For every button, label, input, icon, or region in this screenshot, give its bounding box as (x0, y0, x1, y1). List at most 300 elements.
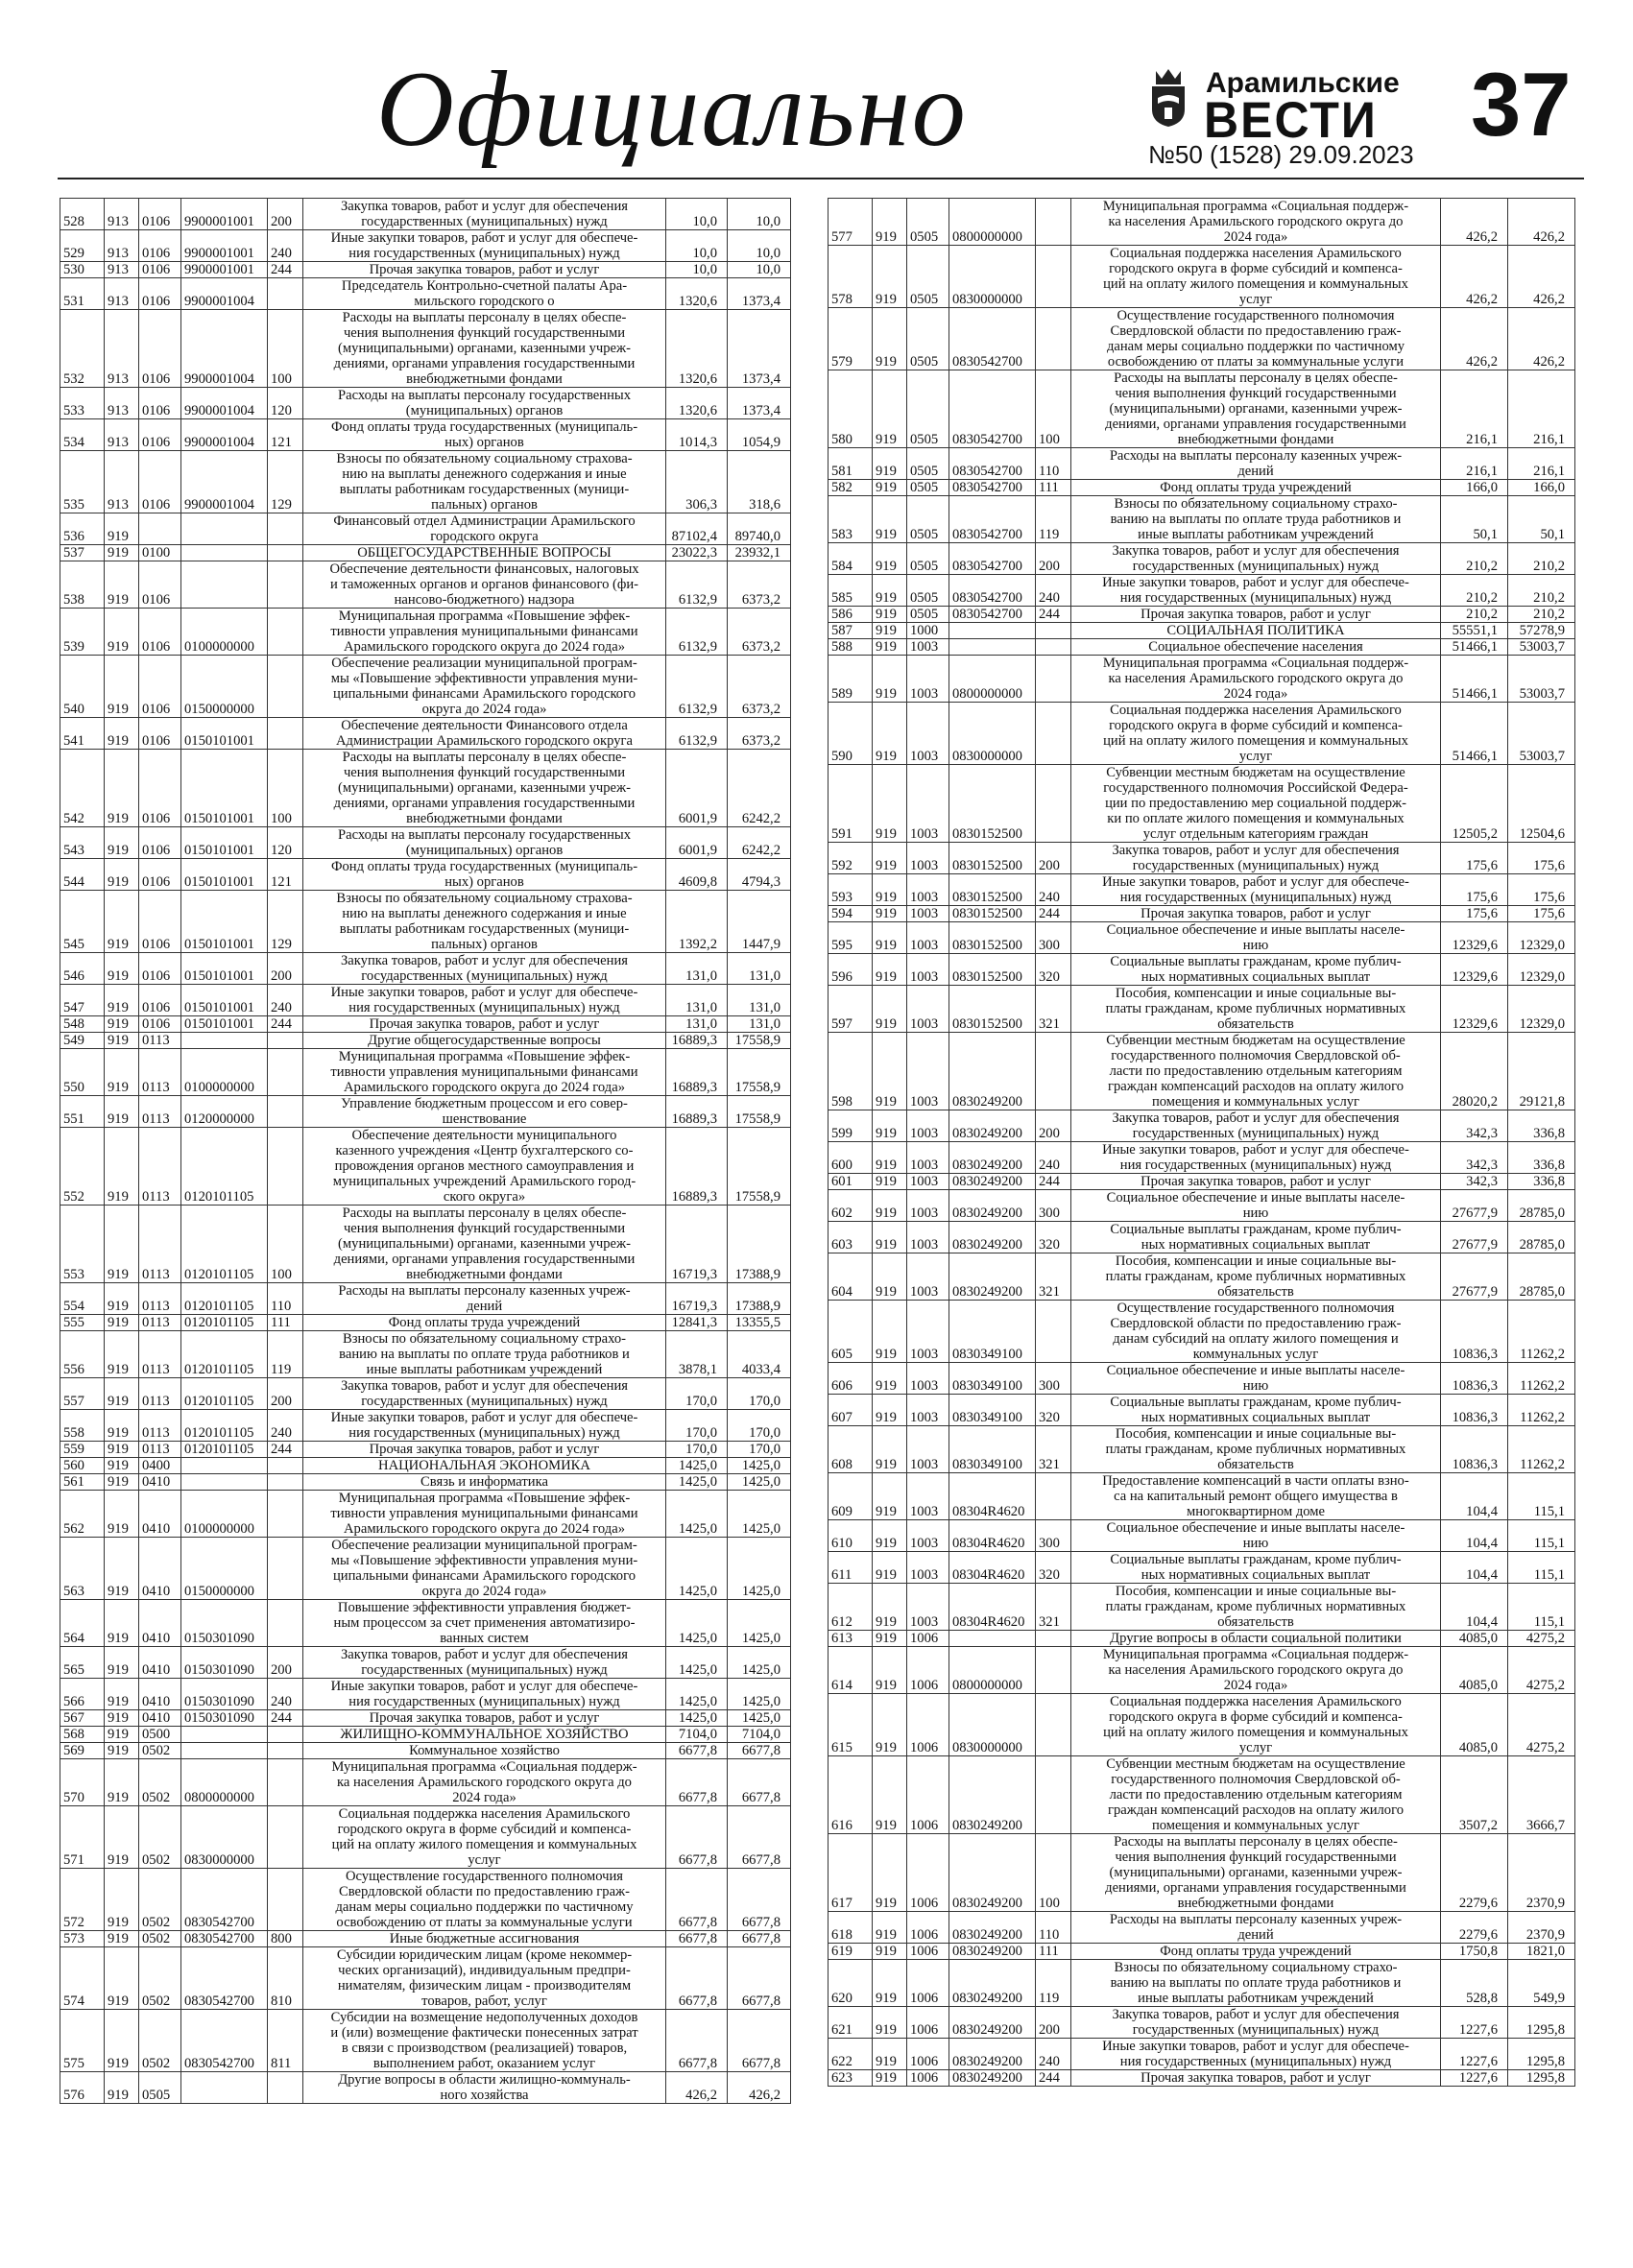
row-number: 614 (829, 1647, 873, 1694)
ministry-code: 919 (873, 874, 907, 906)
ministry-code: 919 (873, 199, 907, 246)
table-row (829, 986, 1575, 1033)
amount-2024: 6677,8 (666, 1759, 728, 1806)
amount-2025: 6677,8 (728, 1806, 791, 1869)
target-article-code: 0150000000 (181, 1538, 268, 1600)
amount-2024: 10836,3 (1441, 1395, 1508, 1426)
amount-2024: 28020,2 (1441, 1033, 1508, 1110)
target-article-code (181, 513, 268, 545)
table-row (60, 1458, 791, 1474)
table-row (60, 388, 791, 419)
ministry-code: 919 (105, 561, 139, 609)
item-description: Закупка товаров, работ и услуг для обеспечения государственных (муниципальных) нужд (1071, 543, 1441, 575)
item-description: Обеспечение деятельности муниципального казенного учреждения «Центр бухгалтерского со- провождения органов местного самоуправления и муниципальных учреждений Арамильского город- ского округа» (303, 1128, 666, 1206)
row-number: 546 (60, 953, 105, 985)
ministry-code: 919 (873, 370, 907, 448)
target-article-code: 0830000000 (949, 1694, 1036, 1756)
amount-2024: 210,2 (1441, 575, 1508, 607)
target-article-code: 0150101001 (181, 750, 268, 827)
amount-2024: 131,0 (666, 953, 728, 985)
ministry-code: 919 (105, 1283, 139, 1315)
amount-2024: 6132,9 (666, 561, 728, 609)
section-code: 0502 (139, 1947, 181, 2010)
row-number: 622 (829, 2039, 873, 2070)
section-code: 1006 (907, 1694, 949, 1756)
section-code: 0106 (139, 451, 181, 513)
target-article-code: 0120101105 (181, 1206, 268, 1283)
item-description: Социальная поддержка населения Арамильского городского округа в форме субсидий и компенса- ций на оплату жилого помещения и коммунальных услуг (303, 1806, 666, 1869)
target-article-code: 0830542700 (949, 480, 1036, 496)
amount-2025: 336,8 (1508, 1110, 1575, 1142)
section-code: 1003 (907, 1426, 949, 1473)
item-description: Фонд оплаты труда учреждений (303, 1315, 666, 1331)
row-number: 604 (829, 1253, 873, 1301)
ministry-code: 919 (873, 906, 907, 922)
row-number: 532 (60, 310, 105, 388)
target-article-code: 0830249200 (949, 1960, 1036, 2007)
ministry-code: 919 (873, 607, 907, 623)
section-code: 0505 (907, 448, 949, 480)
expense-type-code (1036, 1473, 1071, 1520)
ministry-code: 919 (873, 986, 907, 1033)
amount-2025: 175,6 (1508, 906, 1575, 922)
expense-type-code: 240 (1036, 1142, 1071, 1174)
table-row (60, 419, 791, 451)
table-row (829, 874, 1575, 906)
target-article-code: 0830542700 (181, 1947, 268, 2010)
row-number: 547 (60, 985, 105, 1016)
table-row (60, 2072, 791, 2104)
table-row (60, 1759, 791, 1806)
row-number: 580 (829, 370, 873, 448)
amount-2024: 342,3 (1441, 1110, 1508, 1142)
table-row (60, 262, 791, 278)
expense-type-code: 110 (268, 1283, 303, 1315)
amount-2024: 12329,6 (1441, 922, 1508, 954)
expense-type-code: 810 (268, 1947, 303, 2010)
section-code: 0113 (139, 1442, 181, 1458)
row-number: 558 (60, 1410, 105, 1442)
item-description: Иные закупки товаров, работ и услуг для обеспече- ния государственных (муниципальных) нужд (303, 1679, 666, 1710)
row-number: 550 (60, 1049, 105, 1096)
newspaper-logo (1148, 58, 1400, 149)
section-code: 0502 (139, 1931, 181, 1947)
row-number: 574 (60, 1947, 105, 2010)
item-description: Социальное обеспечение и иные выплаты населе- нию (1071, 1363, 1441, 1395)
expense-type-code (268, 1727, 303, 1743)
table-row (829, 199, 1575, 246)
section-code: 0113 (139, 1410, 181, 1442)
ministry-code: 919 (873, 954, 907, 986)
row-number: 557 (60, 1378, 105, 1410)
amount-2024: 6132,9 (666, 718, 728, 750)
item-description: Осуществление государственного полномочия Свердловской области по предоставлению граж- данам субсидий на оплату жилого помещения и коммунальных услуг (1071, 1301, 1441, 1363)
ministry-code: 919 (105, 1743, 139, 1759)
section-code: 1003 (907, 874, 949, 906)
amount-2025: 115,1 (1508, 1552, 1575, 1584)
amount-2025: 1295,8 (1508, 2070, 1575, 2087)
amount-2024: 426,2 (1441, 308, 1508, 370)
ministry-code: 919 (873, 1363, 907, 1395)
ministry-code: 919 (105, 1869, 139, 1931)
amount-2025: 1425,0 (728, 1458, 791, 1474)
target-article-code: 08304R4620 (949, 1584, 1036, 1631)
ministry-code: 919 (105, 718, 139, 750)
expense-type-code: 119 (1036, 496, 1071, 543)
amount-2024: 27677,9 (1441, 1222, 1508, 1253)
amount-2025: 131,0 (728, 953, 791, 985)
row-number: 603 (829, 1222, 873, 1253)
ministry-code: 919 (873, 765, 907, 843)
table-row (60, 1474, 791, 1491)
row-number: 545 (60, 891, 105, 953)
ministry-code: 919 (873, 575, 907, 607)
row-number: 544 (60, 859, 105, 891)
ministry-code: 913 (105, 262, 139, 278)
amount-2025: 2370,9 (1508, 1912, 1575, 1944)
table-row (829, 1756, 1575, 1834)
section-code: 0410 (139, 1710, 181, 1727)
amount-2025: 17558,9 (728, 1049, 791, 1096)
item-description: Субвенции местным бюджетам на осуществление государственного полномочия Свердловской об- ласти по предоставлению отдельным категориям граждан компенсаций расходов на оплату жилого помещения и коммунальных услуг (1071, 1756, 1441, 1834)
row-number: 577 (829, 199, 873, 246)
expense-type-code: 240 (268, 1679, 303, 1710)
amount-2024: 342,3 (1441, 1174, 1508, 1190)
amount-2024: 16719,3 (666, 1283, 728, 1315)
amount-2025: 29121,8 (1508, 1033, 1575, 1110)
expense-type-code (268, 1600, 303, 1647)
item-description: Закупка товаров, работ и услуг для обеспечения государственных (муниципальных) нужд (1071, 1110, 1441, 1142)
amount-2025: 426,2 (1508, 246, 1575, 308)
item-description: Социальное обеспечение населения (1071, 639, 1441, 656)
amount-2025: 216,1 (1508, 370, 1575, 448)
row-number: 541 (60, 718, 105, 750)
amount-2024: 3878,1 (666, 1331, 728, 1378)
table-row (829, 1301, 1575, 1363)
ministry-code: 919 (873, 1426, 907, 1473)
section-code: 1006 (907, 2039, 949, 2070)
ministry-code: 919 (873, 2007, 907, 2039)
amount-2025: 17388,9 (728, 1206, 791, 1283)
amount-2024: 51466,1 (1441, 703, 1508, 765)
row-number: 592 (829, 843, 873, 874)
amount-2025: 11262,2 (1508, 1426, 1575, 1473)
row-number: 529 (60, 230, 105, 262)
table-row (60, 1049, 791, 1096)
table-row (829, 843, 1575, 874)
amount-2024: 1227,6 (1441, 2070, 1508, 2087)
amount-2025: 426,2 (1508, 199, 1575, 246)
amount-2025: 6677,8 (728, 1743, 791, 1759)
row-number: 528 (60, 199, 105, 230)
ministry-code: 919 (873, 2070, 907, 2087)
table-row (829, 480, 1575, 496)
amount-2024: 12329,6 (1441, 954, 1508, 986)
row-number: 605 (829, 1301, 873, 1363)
item-description: Иные закупки товаров, работ и услуг для обеспече- ния государственных (муниципальных) нужд (1071, 2039, 1441, 2070)
amount-2025: 13355,5 (728, 1315, 791, 1331)
section-code: 0106 (139, 561, 181, 609)
expense-type-code: 321 (1036, 1426, 1071, 1473)
row-number: 600 (829, 1142, 873, 1174)
table-row (60, 750, 791, 827)
expense-type-code (268, 545, 303, 561)
row-number: 594 (829, 906, 873, 922)
item-description: Субсидии на возмещение недополученных доходов и (или) возмещение фактически понесенных затрат в связи с производством (реализацией) товаров, выполнением работ, оказанием услуг (303, 2010, 666, 2072)
row-number: 598 (829, 1033, 873, 1110)
item-description: Фонд оплаты труда учреждений (1071, 480, 1441, 496)
target-article-code: 9900001001 (181, 230, 268, 262)
item-description: Социальные выплаты гражданам, кроме публич- ных нормативных социальных выплат (1071, 1222, 1441, 1253)
expense-type-code (268, 1806, 303, 1869)
target-article-code: 0800000000 (949, 1647, 1036, 1694)
section-code: 1006 (907, 1944, 949, 1960)
amount-2024: 175,6 (1441, 843, 1508, 874)
target-article-code: 0830152500 (949, 874, 1036, 906)
section-code: 0502 (139, 1759, 181, 1806)
ministry-code: 919 (105, 1806, 139, 1869)
table-row (829, 575, 1575, 607)
target-article-code: 08304R4620 (949, 1473, 1036, 1520)
amount-2024: 1425,0 (666, 1491, 728, 1538)
expense-type-code: 244 (1036, 1174, 1071, 1190)
row-number: 563 (60, 1538, 105, 1600)
ministry-code: 919 (873, 1395, 907, 1426)
target-article-code: 0800000000 (949, 656, 1036, 703)
target-article-code: 0120101105 (181, 1128, 268, 1206)
amount-2025: 1373,4 (728, 278, 791, 310)
table-row (60, 1491, 791, 1538)
target-article-code: 0120101105 (181, 1378, 268, 1410)
expense-type-code: 240 (268, 985, 303, 1016)
item-description: Закупка товаров, работ и услуг для обеспечения государственных (муниципальных) нужд (303, 953, 666, 985)
row-number: 536 (60, 513, 105, 545)
section-code: 0113 (139, 1049, 181, 1096)
item-description: Социальные выплаты гражданам, кроме публич- ных нормативных социальных выплат (1071, 954, 1441, 986)
row-number: 540 (60, 656, 105, 718)
table-row (60, 891, 791, 953)
amount-2025: 3666,7 (1508, 1756, 1575, 1834)
amount-2024: 16889,3 (666, 1049, 728, 1096)
target-article-code: 9900001004 (181, 278, 268, 310)
amount-2025: 11262,2 (1508, 1395, 1575, 1426)
amount-2024: 6677,8 (666, 1931, 728, 1947)
expense-type-code (1036, 308, 1071, 370)
ministry-code: 919 (873, 2039, 907, 2070)
amount-2025: 4275,2 (1508, 1631, 1575, 1647)
ministry-code: 919 (105, 1206, 139, 1283)
ministry-code: 919 (105, 891, 139, 953)
expense-type-code (1036, 1647, 1071, 1694)
ministry-code: 919 (873, 1222, 907, 1253)
amount-2024: 1320,6 (666, 388, 728, 419)
expense-type-code: 200 (268, 953, 303, 985)
target-article-code: 0800000000 (949, 199, 1036, 246)
expense-type-code (1036, 1756, 1071, 1834)
table-row (829, 703, 1575, 765)
amount-2024: 6132,9 (666, 656, 728, 718)
target-article-code: 0150301090 (181, 1679, 268, 1710)
amount-2025: 7104,0 (728, 1727, 791, 1743)
amount-2025: 166,0 (1508, 480, 1575, 496)
target-article-code: 0830542700 (949, 575, 1036, 607)
amount-2024: 426,2 (1441, 199, 1508, 246)
item-description: Взносы по обязательному социальному страхо- ванию на выплаты по оплате труда работников и иные выплаты работникам учреждений (1071, 496, 1441, 543)
target-article-code: 0830249200 (949, 1222, 1036, 1253)
section-code: 0505 (139, 2072, 181, 2104)
target-article-code: 9900001004 (181, 310, 268, 388)
ministry-code: 919 (873, 623, 907, 639)
amount-2025: 549,9 (1508, 1960, 1575, 2007)
target-article-code: 0830249200 (949, 2070, 1036, 2087)
ministry-code: 919 (105, 985, 139, 1016)
expense-type-code: 300 (1036, 922, 1071, 954)
table-row (829, 1631, 1575, 1647)
amount-2024: 1425,0 (666, 1679, 728, 1710)
ministry-code: 919 (873, 448, 907, 480)
amount-2024: 170,0 (666, 1378, 728, 1410)
amount-2024: 12329,6 (1441, 986, 1508, 1033)
table-row (829, 639, 1575, 656)
row-number: 534 (60, 419, 105, 451)
item-description: Иные закупки товаров, работ и услуг для обеспече- ния государственных (муниципальных) нужд (1071, 575, 1441, 607)
amount-2024: 6677,8 (666, 1947, 728, 2010)
ministry-code: 919 (105, 953, 139, 985)
item-description: Повышение эффективности управления бюджет- ным процессом за счет применения автоматизиро- ванных систем (303, 1600, 666, 1647)
table-row (60, 1378, 791, 1410)
section-code: 0505 (907, 370, 949, 448)
table-row (60, 230, 791, 262)
item-description: Муниципальная программа «Социальная поддерж- ка населения Арамильского городского округа до 2024 года» (1071, 656, 1441, 703)
ministry-code: 913 (105, 199, 139, 230)
section-code: 0106 (139, 891, 181, 953)
section-code: 0410 (139, 1474, 181, 1491)
expense-type-code: 120 (268, 827, 303, 859)
table-row (60, 859, 791, 891)
ministry-code: 919 (873, 639, 907, 656)
amount-2025: 1054,9 (728, 419, 791, 451)
row-number: 543 (60, 827, 105, 859)
target-article-code: 0120000000 (181, 1096, 268, 1128)
expense-type-code: 240 (268, 1410, 303, 1442)
item-description: Прочая закупка товаров, работ и услуг (1071, 1174, 1441, 1190)
target-article-code: 0830542700 (949, 543, 1036, 575)
expense-type-code (1036, 199, 1071, 246)
amount-2025: 1295,8 (1508, 2039, 1575, 2070)
table-row (829, 1552, 1575, 1584)
table-row (829, 1834, 1575, 1912)
item-description: Социальные выплаты гражданам, кроме публич- ных нормативных социальных выплат (1071, 1395, 1441, 1426)
target-article-code: 0100000000 (181, 1049, 268, 1096)
amount-2024: 216,1 (1441, 448, 1508, 480)
amount-2025: 170,0 (728, 1378, 791, 1410)
item-description: Расходы на выплаты персоналу в целях обеспе- чения выполнения функций государственными (муниципальными) органами, казенными учреж- дениями, органами управления государственными внебюджетными фондами (1071, 370, 1441, 448)
ministry-code: 919 (105, 1442, 139, 1458)
ministry-code: 919 (105, 1458, 139, 1474)
section-code: 0502 (139, 2010, 181, 2072)
row-number: 562 (60, 1491, 105, 1538)
amount-2025: 175,6 (1508, 843, 1575, 874)
amount-2025: 17558,9 (728, 1096, 791, 1128)
item-description: Обеспечение реализации муниципальной програм- мы «Повышение эффективности управления муни- ципальными финансами Арамильского городского округа до 2024 года» (303, 1538, 666, 1600)
amount-2024: 306,3 (666, 451, 728, 513)
ministry-code: 919 (105, 1331, 139, 1378)
amount-2024: 175,6 (1441, 874, 1508, 906)
amount-2025: 131,0 (728, 985, 791, 1016)
row-number: 560 (60, 1458, 105, 1474)
expense-type-code: 320 (1036, 1552, 1071, 1584)
section-code: 1003 (907, 986, 949, 1033)
item-description: Взносы по обязательному социальному страхо- ванию на выплаты по оплате труда работников и иные выплаты работникам учреждений (1071, 1960, 1441, 2007)
row-number: 613 (829, 1631, 873, 1647)
section-code: 0505 (907, 308, 949, 370)
section-code (139, 513, 181, 545)
row-number: 571 (60, 1806, 105, 1869)
expense-type-code: 119 (1036, 1960, 1071, 2007)
item-description: Осуществление государственного полномочия Свердловской области по предоставлению граж- данам меры социально поддержки по частичному освобождению от платы за коммунальные услуги (303, 1869, 666, 1931)
section-code: 1003 (907, 1584, 949, 1631)
amount-2024: 10836,3 (1441, 1363, 1508, 1395)
section-code: 1003 (907, 639, 949, 656)
expense-type-code: 321 (1036, 986, 1071, 1033)
amount-2025: 210,2 (1508, 575, 1575, 607)
expense-type-code (268, 513, 303, 545)
item-description: Расходы на выплаты персоналу государственных (муниципальных) органов (303, 827, 666, 859)
table-row (829, 370, 1575, 448)
section-code: 0106 (139, 278, 181, 310)
table-row (60, 2010, 791, 2072)
table-row (60, 1206, 791, 1283)
amount-2025: 12504,6 (1508, 765, 1575, 843)
section-code: 1003 (907, 1033, 949, 1110)
amount-2025: 6373,2 (728, 718, 791, 750)
amount-2024: 16719,3 (666, 1206, 728, 1283)
amount-2024: 6677,8 (666, 1743, 728, 1759)
item-description: Субвенции местным бюджетам на осуществление государственного полномочия Российской Федера- ции по предоставлению мер социальной поддерж- ки по оплате жилого помещения и коммунальных услуг отдельным категориям граждан (1071, 765, 1441, 843)
ministry-code: 919 (873, 1834, 907, 1912)
amount-2024: 6677,8 (666, 1869, 728, 1931)
expense-type-code: 240 (1036, 2039, 1071, 2070)
row-number: 619 (829, 1944, 873, 1960)
section-code: 0106 (139, 199, 181, 230)
item-description: Другие общегосударственные вопросы (303, 1033, 666, 1049)
row-number: 607 (829, 1395, 873, 1426)
item-description: Муниципальная программа «Социальная поддерж- ка населения Арамильского городского округа до 2024 года» (1071, 1647, 1441, 1694)
section-code: 0106 (139, 1016, 181, 1033)
expense-type-code (1036, 656, 1071, 703)
row-number: 617 (829, 1834, 873, 1912)
amount-2025: 11262,2 (1508, 1363, 1575, 1395)
row-number: 621 (829, 2007, 873, 2039)
amount-2024: 1425,0 (666, 1600, 728, 1647)
row-number: 569 (60, 1743, 105, 1759)
target-article-code: 0150101001 (181, 718, 268, 750)
expense-type-code (268, 718, 303, 750)
item-description: Субсидии юридическим лицам (кроме некоммер- ческих организаций), индивидуальным предпри- нимателям, физическим лицам - производителям товаров, работ, услуг (303, 1947, 666, 2010)
section-code: 1003 (907, 1552, 949, 1584)
item-description: Предоставление компенсаций в части оплаты взно- са на капитальный ремонт общего имущества в многоквартирном доме (1071, 1473, 1441, 1520)
amount-2024: 16889,3 (666, 1096, 728, 1128)
amount-2025: 50,1 (1508, 496, 1575, 543)
target-article-code: 0100000000 (181, 1491, 268, 1538)
target-article-code: 0830542700 (949, 308, 1036, 370)
item-description: Пособия, компенсации и иные социальные вы- платы гражданам, кроме публичных нормативных обязательств (1071, 1584, 1441, 1631)
expense-type-code: 244 (268, 262, 303, 278)
table-row (829, 1142, 1575, 1174)
row-number: 566 (60, 1679, 105, 1710)
expense-type-code: 119 (268, 1331, 303, 1378)
section-code: 0113 (139, 1128, 181, 1206)
